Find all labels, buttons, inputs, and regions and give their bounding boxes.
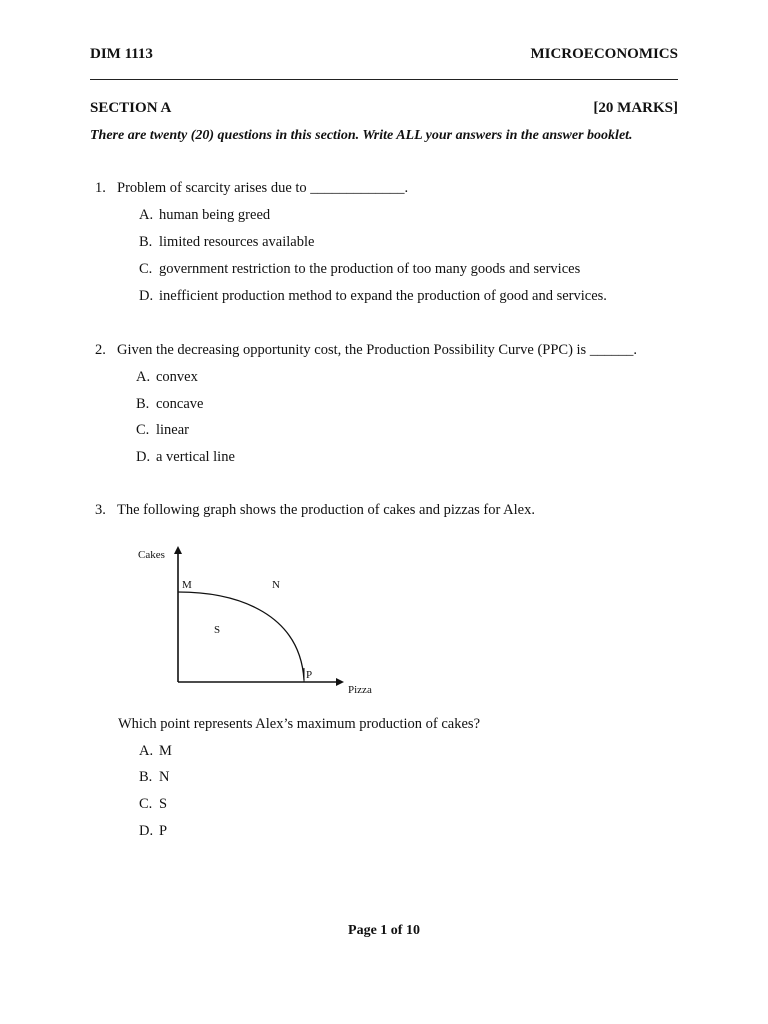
option-letter: B.: [139, 769, 153, 785]
option-c: [139, 261, 580, 278]
section-marks: [20 MARKS]: [593, 100, 678, 116]
option-a: [139, 207, 270, 224]
section-title: SECTION A: [90, 100, 172, 116]
option-b: [139, 769, 169, 786]
y-axis-label: Cakes: [138, 549, 165, 561]
option-letter: C.: [139, 261, 153, 277]
option-text: S: [159, 796, 168, 812]
option-letter: A.: [139, 743, 154, 759]
option-a: [136, 369, 198, 386]
option-b: [136, 396, 204, 413]
section-instruction: There are twenty (20) questions in this section. Write ALL your answers in the answer booklet.: [90, 128, 633, 143]
question-number: 1.: [95, 180, 106, 196]
option-text: linear: [156, 422, 190, 438]
option-text: M: [159, 743, 172, 759]
question-number: 2.: [95, 342, 106, 358]
option-text: human being greed: [159, 207, 271, 223]
option-c: [139, 796, 167, 813]
option-letter: A.: [136, 369, 151, 385]
question-number: 3.: [95, 502, 106, 518]
option-letter: D.: [136, 449, 151, 465]
course-title: MICROECONOMICS: [530, 46, 678, 62]
point-m-label: M: [182, 579, 192, 591]
option-text: convex: [156, 369, 198, 385]
option-d: [139, 288, 607, 305]
option-letter: B.: [136, 396, 150, 412]
ppc-curve: [178, 592, 304, 680]
option-text: limited resources available: [159, 234, 315, 250]
sub-question-text: Which point represents Alex’s maximum production of cakes?: [118, 716, 481, 732]
option-letter: A.: [139, 207, 154, 223]
question-text: The following graph shows the production of cakes and pizzas for Alex.: [117, 502, 535, 518]
point-s-label: S: [214, 624, 221, 636]
option-d: [139, 823, 167, 840]
question-text: Given the decreasing opportunity cost, the Production Possibility Curve (PPC) is ______.: [117, 342, 637, 358]
page-number: Page 1 of 10: [348, 923, 420, 938]
ppc-graph: [130, 540, 390, 705]
option-text: concave: [156, 396, 204, 412]
option-letter: D.: [139, 288, 154, 304]
option-text: inefficient production method to expand the production of good and services.: [159, 288, 607, 304]
option-d: [136, 449, 235, 466]
option-b: [139, 234, 314, 251]
option-text: government restriction to the production of too many goods and services: [159, 261, 581, 277]
header-divider: [90, 79, 678, 80]
x-axis-label: Pizza: [348, 684, 372, 696]
option-text: P: [159, 823, 168, 839]
option-text: N: [159, 769, 170, 785]
option-letter: D.: [139, 823, 154, 839]
option-letter: C.: [136, 422, 150, 438]
option-c: [136, 422, 189, 439]
course-code: DIM 1113: [90, 46, 153, 62]
point-n-label: N: [272, 579, 280, 591]
question-text: Problem of scarcity arises due to _____________.: [117, 180, 409, 196]
point-p-label: P: [306, 669, 313, 681]
option-letter: B.: [139, 234, 153, 250]
option-letter: C.: [139, 796, 153, 812]
option-text: a vertical line: [156, 449, 235, 465]
option-a: [139, 743, 172, 760]
